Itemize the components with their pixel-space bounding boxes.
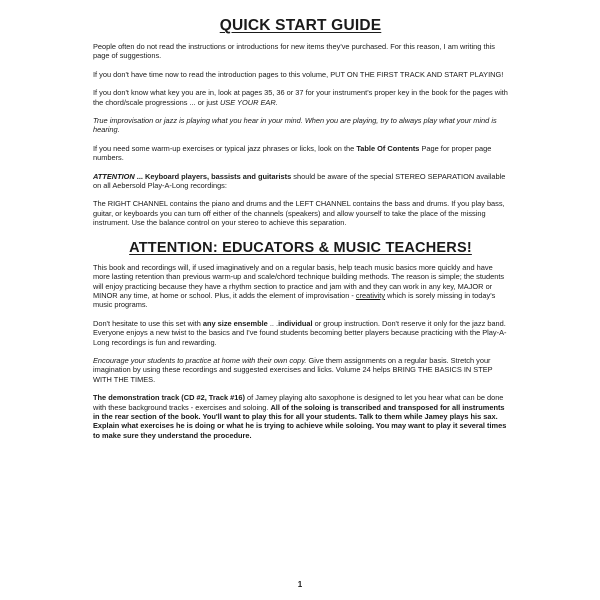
key-text: If you don't know what key you are in, look at pages 35, 36 or 37 for your instrument's proper key in the book for the pages with the chord/scale progressions ... or just	[93, 88, 508, 107]
demonstration-paragraph	[93, 393, 508, 440]
attention-label: ATTENTION	[93, 171, 135, 181]
individual-text: individual	[278, 318, 313, 328]
warmup-end-text: Page for proper page numbers.	[93, 143, 492, 163]
key-paragraph	[93, 88, 508, 107]
demonstration-text: of Jamey playing alto saxophone is designed to let you hear what can be done with these background tracks - exercises and soloing.	[93, 393, 504, 412]
attention-players-text: ... Keyboard players, bassists and guitarists	[134, 171, 292, 181]
ensemble-ellipsis-text: .. .	[267, 318, 279, 328]
warmup-text: If you need some warm-up exercises or typical jazz phrases or licks, look on the	[93, 143, 357, 153]
creativity-text: creativity	[355, 290, 386, 300]
any-size-ensemble-text: any size ensemble	[202, 318, 268, 328]
ensemble-text: Don't hesitate to use this set with	[93, 318, 203, 328]
page-number: 1	[297, 580, 303, 589]
demonstration-track-label: The demonstration track (CD #2, Track #16)	[93, 393, 245, 403]
encourage-paragraph	[93, 356, 508, 384]
intro-paragraph: People often do not read the instructions or introductions for new items they've purchased. For this reason, I am writing this page of suggestions.	[93, 42, 495, 61]
use-your-ear-text: USE YOUR EAR.	[219, 97, 278, 107]
book-text: This book and recordings will, if used imaginatively and on a regular basis, help teach music basics more quickly and have more lasting retention than previous warm-up and scale/chord technique building methods. The reason is simple; the students will enjoy practicing because they have a rhythm section to practice and jam with and they can work in any key, MAJOR or MINOR any time, at home or school. Plus, it adds the element of improvisation -	[93, 262, 505, 300]
book-end-text: which is sorely missing in today's music programs.	[93, 290, 496, 310]
demonstration-bold-text: All of the soloing is transcribed and transposed for all instruments in the rear section of the book. You'll want to play this for all your students. Talk to them while Jamey plays his sax. Explain what exercises he is doing or what he is trying to achieve while soloing. You may want to play it several times to make sure they understand the procedure.	[93, 402, 507, 440]
channel-paragraph: The RIGHT CHANNEL contains the piano and drums and the LEFT CHANNEL contains the bass and drums. If you play bass, guitar, or keyboards you can turn off either of the channels (speakers) and allow yourself to take the place of the missing instrument. Use the balance control on your stereo to achieve this separation.	[93, 199, 505, 228]
ensemble-paragraph	[93, 319, 508, 347]
book-paragraph	[93, 263, 508, 310]
warmup-paragraph	[93, 144, 508, 163]
attention-paragraph	[93, 172, 508, 191]
improvisation-paragraph: True improvisation or jazz is playing what you hear in your mind. When you are playing, try to always play what your mind is hearing.	[93, 116, 497, 135]
attention-body-text: should be aware of the special STEREO SEPARATION available on all Aebersold Play-A-Long recordings:	[93, 171, 506, 191]
page-title: QUICK START GUIDE	[219, 17, 382, 34]
no-time-paragraph: If you don't have time now to read the introduction pages to this volume, PUT ON THE FIRST TRACK AND START PLAYING!	[93, 69, 504, 79]
table-of-contents-text: Table Of Contents	[356, 143, 420, 153]
section-title-educators: ATTENTION: EDUCATORS & MUSIC TEACHERS!	[129, 239, 472, 256]
encourage-italic-text: Encourage your students to practice at home with their own copy.	[93, 355, 307, 365]
encourage-text: Give them assignments on a regular basis. Stretch your imagination by using these recordings and suggested exercises and licks. Volume 24 helps BRING THE BASICS IN STEP WITH THE TIMES.	[93, 355, 493, 384]
ensemble-end-text: or group instruction. Don't reserve it only for the jazz band. Everyone enjoys a new twist to the basics and I've found students becoming better players because practicing with the Play-A-Long recordings is fun and rewarding.	[93, 318, 507, 347]
